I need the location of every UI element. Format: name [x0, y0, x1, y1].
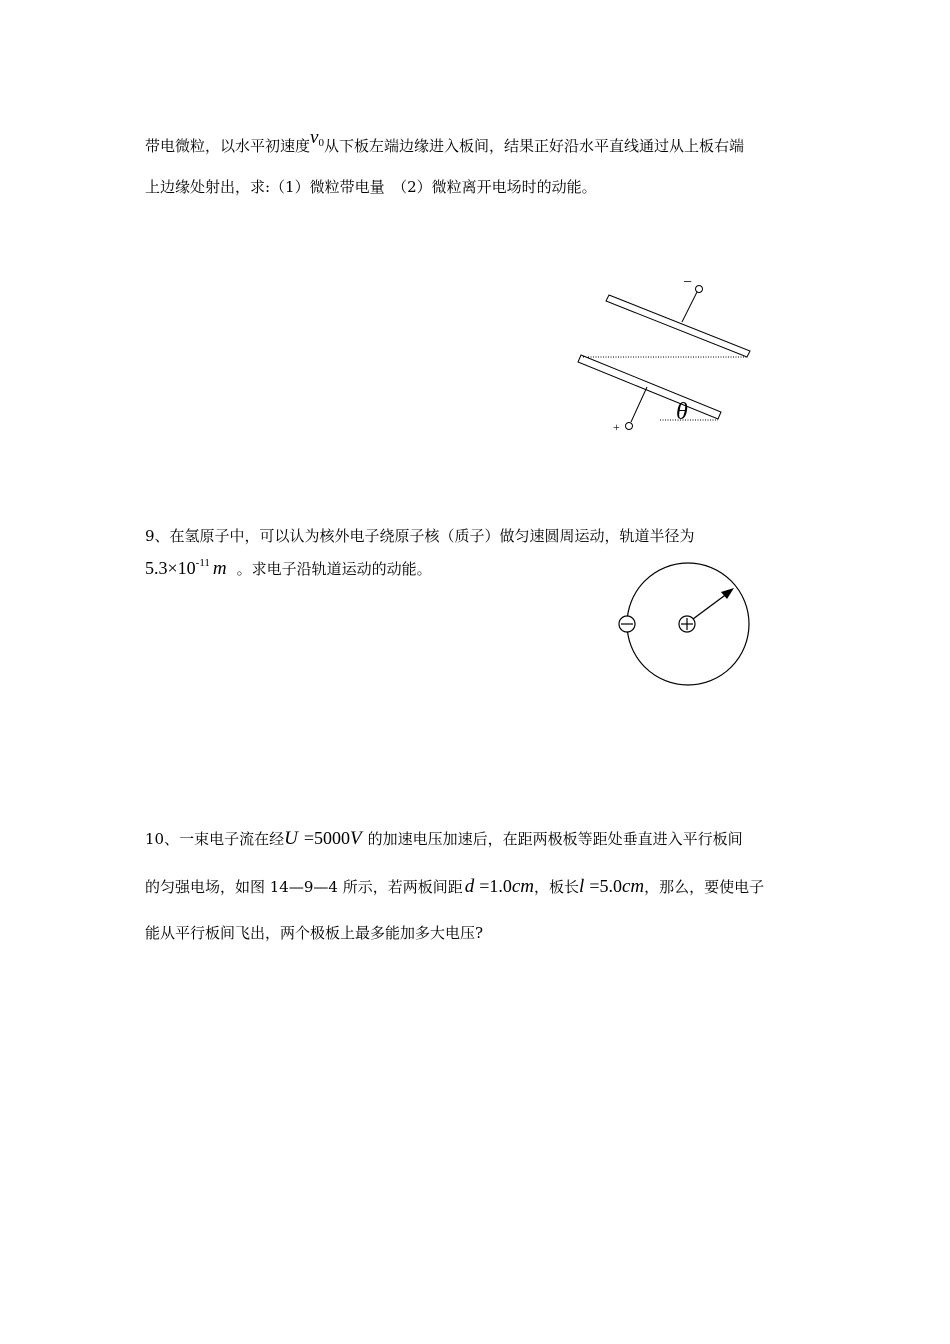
- problem10-text-c: 的匀强电场，如图 14—9—4 所示，若两板间距: [145, 878, 463, 896]
- minus-label: −: [683, 274, 693, 291]
- radius-exponent: -11: [195, 557, 210, 569]
- problem10-line1: [145, 828, 743, 849]
- distance-symbol: d: [464, 876, 475, 897]
- problem8-text-a: 带电微粒，以水平初速度: [145, 137, 311, 155]
- length-value: =5.0: [589, 876, 622, 896]
- problem10-text-d: ，板长: [534, 878, 580, 896]
- radius-unit: m: [212, 558, 227, 579]
- problem8-text-b: 从下板左端边缘进入板间，结果正好沿水平直线通过从上板右端: [323, 137, 744, 155]
- problem10-line2: [145, 876, 764, 897]
- radius-arrow-shaft: [693, 593, 728, 619]
- distance-value: =1.0: [479, 876, 512, 896]
- problem10-line3: 能从平行板间飞出，两个极板上最多能加多大电压?: [145, 924, 484, 942]
- problem10-text-b: 的加速电压加速后，在距两极板等距处垂直进入平行板间: [367, 830, 743, 848]
- velocity-symbol: $v_0$: [310, 127, 324, 149]
- problem9-text-tail: 。求电子沿轨道运动的动能。: [236, 560, 432, 578]
- velocity-subscript: 0: [318, 137, 324, 149]
- problem10-text-a: 10、一束电子流在经: [145, 830, 285, 848]
- problem9-line1: 9、在氢原子中，可以认为核外电子绕原子核（质子）做匀速圆周运动，轨道半径为: [145, 527, 695, 545]
- length-symbol: l: [579, 876, 585, 897]
- radius-mantissa: 5.3×10: [145, 558, 196, 578]
- theta-label: θ: [676, 399, 688, 425]
- voltage-symbol: U: [284, 828, 298, 849]
- length-unit: cm: [621, 876, 645, 897]
- voltage-value: =5000: [303, 828, 350, 848]
- problem8-line2: 上边缘处射出，求:（1）微粒带电量 （2）微粒离开电场时的动能。: [145, 178, 597, 196]
- plus-label: +: [613, 420, 620, 434]
- problem10-text-e: ，那么，要使电子: [644, 878, 765, 896]
- distance-unit: cm: [511, 876, 535, 897]
- voltage-unit: V: [349, 828, 362, 849]
